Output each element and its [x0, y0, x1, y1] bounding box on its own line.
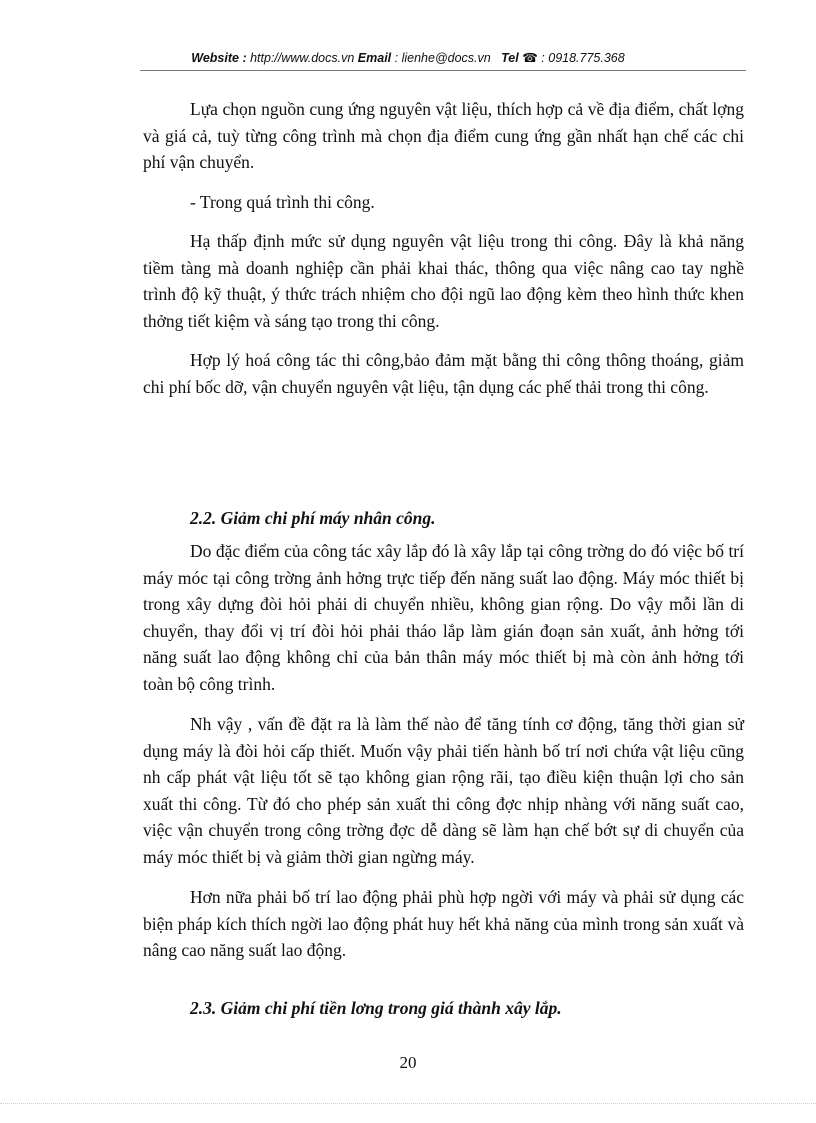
footer-divider — [0, 1103, 816, 1104]
paragraph: Hơn nữa phải bố trí lao động phải phù hợp ngời với máy và phải sử dụng các biện pháp kích thích ngời lao động phát huy hết khả năng của mình trong sản xuất và nâng cao năng suất lao động. — [143, 887, 744, 960]
section-heading-2-2: 2.2. Giảm chi phí máy nhân công. — [190, 508, 436, 528]
page-number: 20 — [399, 1053, 417, 1072]
telephone-icon: ☎ — [522, 51, 538, 65]
paragraph: Hợp lý hoá công tác thi công,bảo đảm mặt bằng thi công thông thoáng, giảm chi phí bốc dỡ, vận chuyển nguyên vật liệu, tận dụng các phế thải trong thi công. — [143, 350, 744, 397]
paragraph: Hạ thấp định mức sử dụng nguyên vật liệu trong thi công. Đây là khả năng tiềm tàng mà doanh nghiệp cần phải khai thác, thông qua việc nâng cao tay nghề trình độ kỹ thuật, ý thức trách nhiệm cho đội ngũ lao động kèm theo hình thức khen thởng tiết kiệm và sáng tạo trong thi công. — [143, 231, 744, 331]
email-value: : lienhe@docs.vn — [394, 51, 491, 65]
tel-label: Tel — [501, 51, 519, 65]
website-label: Website : — [191, 51, 247, 65]
paragraph: Nh vậy , vấn đề đặt ra là làm thế nào để tăng tính cơ động, tăng thời gian sử dụng máy là đòi hỏi cấp thiết. Muốn vậy phải tiến hành bố trí nơi chứa vật liệu cũng nh cấp phát vật liệu tốt sẽ tạo không gian rộng rãi, tạo điều kiện thuận lợi cho sản xuất thi công. Từ đó cho phép sản xuất thi công đợc nhịp nhàng với năng suất cao, việc vận chuyển trong công trờng đợc dễ dàng sẽ làm hạn chế bớt sự di chuyển của máy móc thiết bị và giảm thời gian ngừng máy. — [143, 714, 744, 867]
body-section-mid — [143, 538, 744, 964]
header-divider — [140, 70, 746, 71]
paragraph: Do đặc điểm của công tác xây lắp đó là xây lắp tại công trờng do đó việc bố trí máy móc tại công trờng ảnh hởng trực tiếp đến năng suất lao động. Máy móc thiết bị trong xây dựng đòi hỏi phải di chuyển nhiều, không gian rộng. Do vậy mỗi lần di chuyển, thay đổi vị trí đòi hỏi phải tháo lắp làm gián đoạn sản xuất, ảnh hởng tới năng suất lao động không chỉ của bản thân máy móc thiết bị mà còn ảnh hởng tới toàn bộ công trình. — [143, 541, 744, 694]
website-value: http://www.docs.vn — [250, 51, 355, 65]
email-label: Email — [357, 51, 392, 65]
page-header — [0, 50, 816, 65]
body-section-top — [143, 96, 744, 400]
section-heading-2-3: 2.3. Giảm chi phí tiền lơng trong giá thành xây lắp. — [190, 998, 562, 1018]
paragraph: Lựa chọn nguồn cung ứng nguyên vật liệu, thích hợp cả về địa điểm, chất lợng và giá cả, tuỳ từng công trình mà chọn địa điểm cung ứng gần nhất hạn chế các chi phí vận chuyển. — [143, 99, 744, 172]
paragraph: - Trong quá trình thi công. — [190, 191, 375, 212]
tel-value: : 0918.775.368 — [541, 51, 625, 65]
